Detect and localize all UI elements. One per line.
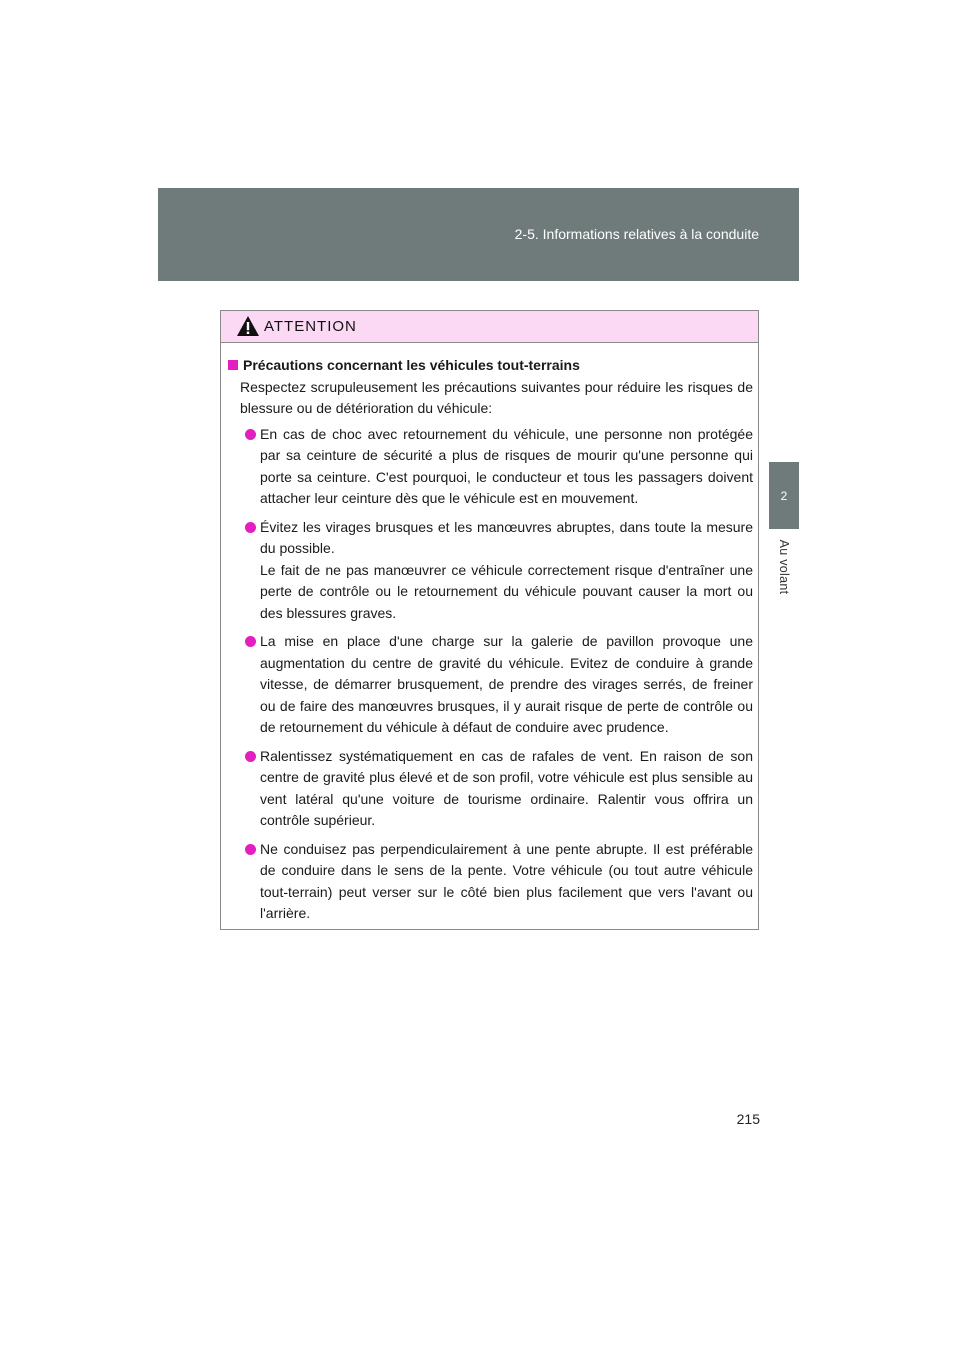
intro-paragraph: Respectez scrupuleusement les précautions suivantes pour réduire les risques de blessure ou de détérioration du véhicule: <box>240 378 753 416</box>
list-item-text: Évitez les virages brusques et les manœuvres abruptes, dans toute la mesure du possible. <box>260 518 753 556</box>
warning-box <box>220 310 759 930</box>
list-item <box>228 631 753 739</box>
square-bullet-icon <box>228 360 238 370</box>
subheading-text: Précautions concernant les véhicules tout-terrains <box>243 357 580 373</box>
header-band <box>158 188 799 281</box>
warning-subheading <box>228 355 753 377</box>
list-item-text: Ralentissez systématiquement en cas de rafales de vent. En raison de son centre de gravité plus élevé et de son profil, votre véhicule est plus sensible au vent latéral qu'une voiture de tourisme ordinaire. Ralentir vous offrira un contrôle supérieur. <box>260 747 753 828</box>
bullet-dot-icon <box>245 844 256 855</box>
bullet-dot-icon <box>245 429 256 440</box>
chapter-number: 2 <box>780 488 788 503</box>
list-item-text: Ne conduisez pas perpendiculairement à une pente abrupte. Il est préférable de conduire dans le sens de la pente. Votre véhicule (ou tout autre véhicule tout-terrain) peut verser sur le côté bien plus facilement que vers l'avant ou l'arrière. <box>260 840 753 921</box>
chapter-tab[interactable] <box>769 462 799 529</box>
list-item-text: La mise en place d'une charge sur la galerie de pavillon provoque une augmentation du centre de gravité du véhicule. Evitez de conduire à grande vitesse, de démarrer brusquement, de prendre des virages serrés, de freiner ou de faire des manœuvres brusques, il y aurait risque de perte de contrôle ou de retournement du véhicule à défaut de conduire avec prudence. <box>260 633 753 735</box>
list-item-text: En cas de choc avec retournement du véhicule, une personne non protégée par sa ceinture de sécurité a plus de risques de mourir qu'une personne qui porte sa ceinture. C'est pourquoi, le conducteur et tous les passagers doivent attacher leur ceinture dès que le véhicule est en mouvement. <box>260 425 753 506</box>
bullet-dot-icon <box>245 636 256 647</box>
precaution-list <box>228 424 753 925</box>
page-number: 215 <box>736 1111 760 1127</box>
bullet-dot-icon <box>245 522 256 533</box>
warning-triangle-icon <box>236 315 260 337</box>
list-item-text-continued: Le fait de ne pas manœuvrer ce véhicule correctement risque d'entraîner une perte de contrôle ou le retournement du véhicule pouvant causer la mort ou des blessures graves. <box>260 561 753 621</box>
warning-header <box>221 311 758 343</box>
list-item <box>228 517 753 625</box>
warning-body <box>221 343 758 925</box>
bullet-dot-icon <box>245 751 256 762</box>
section-title: 2-5. Informations relatives à la conduite <box>514 226 759 242</box>
warning-title: ATTENTION <box>264 318 357 335</box>
chapter-label: Au volant <box>777 539 791 595</box>
list-item <box>228 839 753 925</box>
list-item <box>228 424 753 510</box>
list-item <box>228 746 753 832</box>
